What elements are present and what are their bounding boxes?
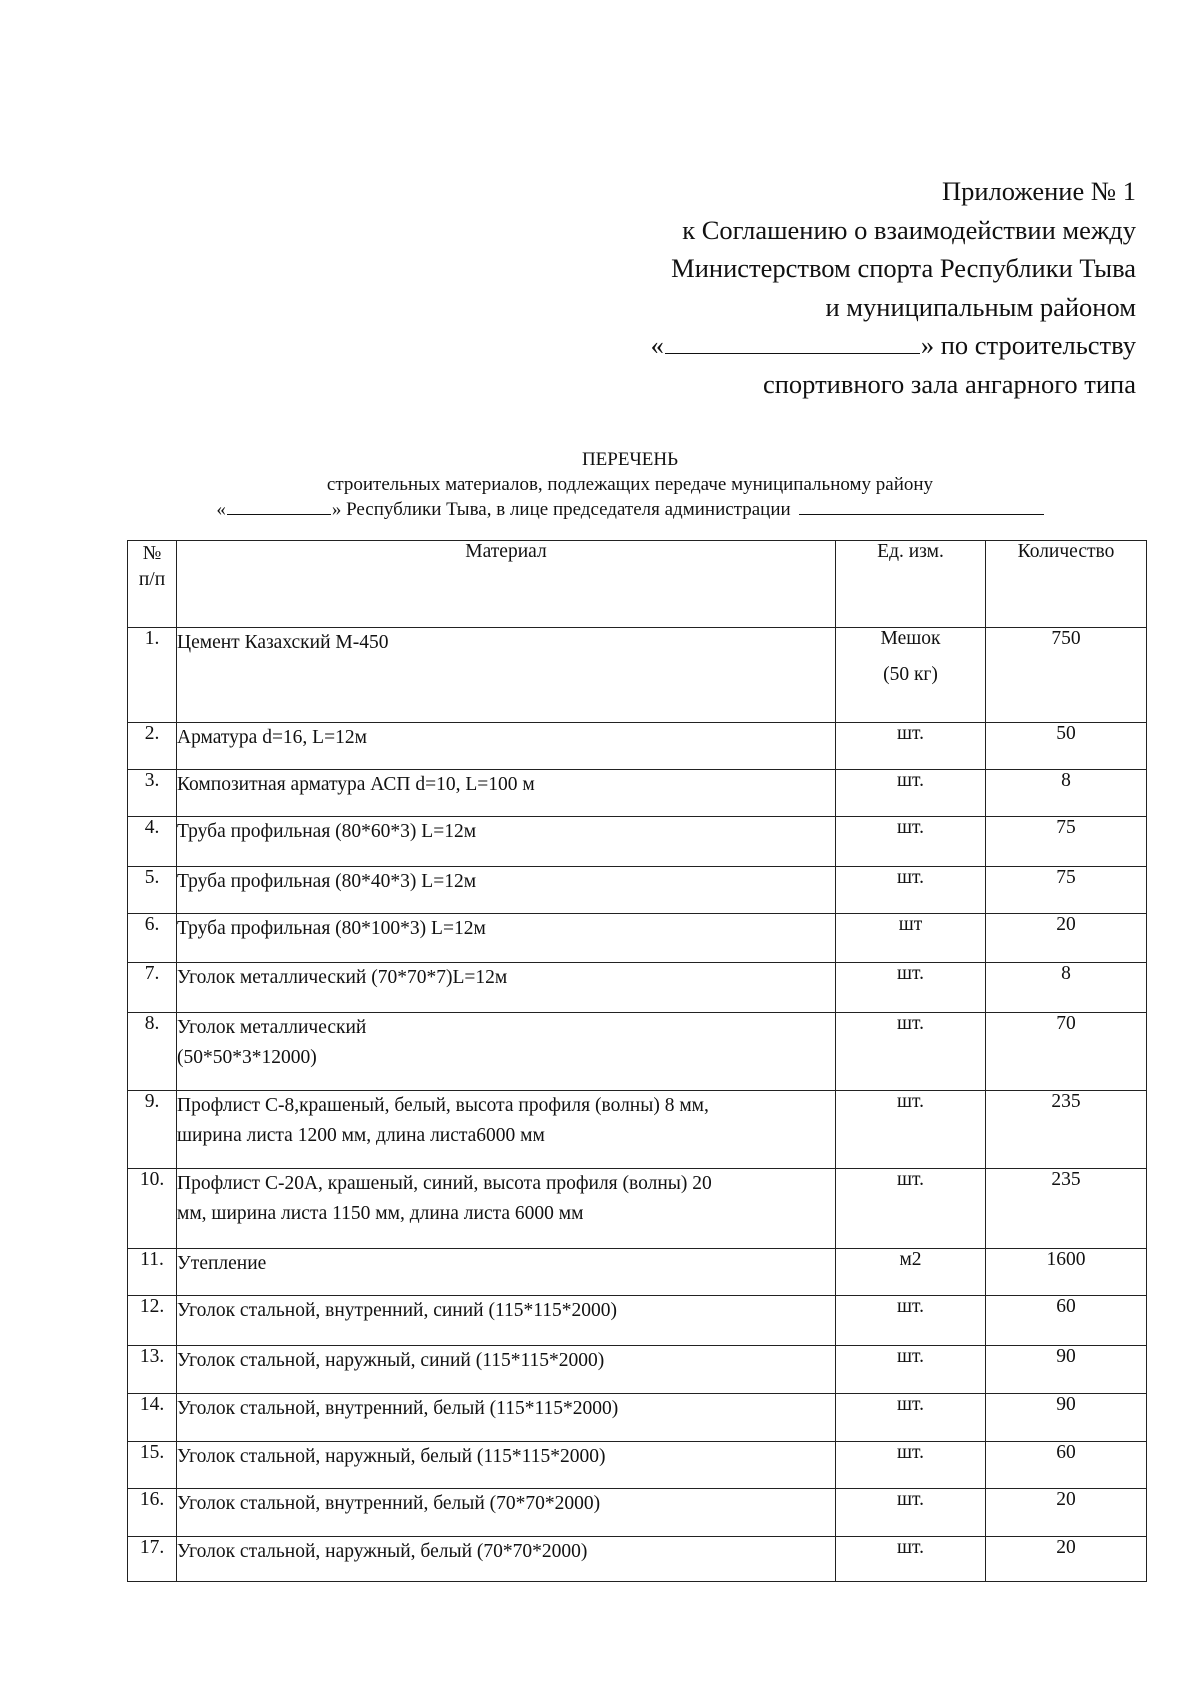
row-quantity: 235 [986,1169,1147,1249]
row-unit-line-2: (50 кг) [883,664,938,685]
row-number: 9. [128,1091,177,1169]
row-quantity: 1600 [986,1249,1147,1296]
header-line-3: Министерством спорта Республики Тыва [671,253,1136,283]
row-unit: шт. [836,867,986,914]
row-unit: шт. [836,1091,986,1169]
header-line-2: к Соглашению о взаимодействии между [682,214,1136,245]
header-line-4: и муниципальным районом [825,291,1136,322]
table-row [128,1013,1147,1091]
table-row [128,770,1147,817]
header-number-symbol: № [142,543,162,564]
district-blank-short [227,498,331,515]
row-material: Уголок стальной, наружный, белый (115*115*2000) [177,1442,836,1489]
list-heading: ПЕРЕЧЕНЬ [581,449,679,470]
header-line-5 [496,326,1136,365]
row-quantity: 90 [986,1346,1147,1394]
row-number: 8. [128,1013,177,1091]
header-quote-close: » по строительству [920,330,1136,360]
chairman-name-blank [799,498,1044,515]
table-row [128,963,1147,1013]
row-material-line-2: (50*50*3*12000) [177,1047,317,1068]
row-quantity: 20 [986,1489,1147,1537]
row-material: Труба профильная (80*60*3) L=12м [177,817,836,867]
row-unit: шт. [836,1489,986,1537]
row-quantity: 50 [986,723,1147,770]
table-row [128,817,1147,867]
row-material: Уголок стальной, наружный, белый (70*70*2000) [177,1537,836,1582]
header-line-1: Приложение № 1 [941,176,1136,206]
row-material: Труба профильная (80*40*3) L=12м [177,867,836,914]
row-unit: шт. [836,1442,986,1489]
row-material-line-2: мм, ширина листа 1150 мм, длина листа 6000 мм [177,1203,584,1224]
row-material-line-1: Уголок металлический [177,1017,367,1038]
row-number: 14. [128,1394,177,1442]
row-quantity: 70 [986,1013,1147,1091]
header-quantity: Количество [986,541,1147,628]
recipient-quote-open: « [216,499,226,520]
row-material-line-1: Профлист С-20А, крашеный, синий, высота профиля (волны) 20 [177,1173,712,1194]
table-row [128,1394,1147,1442]
list-subtitle: строительных материалов, подлежащих передаче муниципальному району [326,474,934,495]
row-material-line-1: Профлист С-8,крашеный, белый, высота профиля (волны) 8 мм, [177,1095,709,1116]
row-unit: шт [836,914,986,963]
row-quantity: 235 [986,1091,1147,1169]
row-unit [836,628,986,723]
table-row [128,914,1147,963]
row-number: 7. [128,963,177,1013]
row-material: Уголок стальной, внутренний, белый (70*70*2000) [177,1489,836,1537]
row-number: 13. [128,1346,177,1394]
row-number: 11. [128,1249,177,1296]
header-line-6: спортивного зала ангарного типа [762,368,1136,399]
table-row [128,1442,1147,1489]
row-number: 6. [128,914,177,963]
row-material: Арматура d=16, L=12м [177,723,836,770]
table-row [128,1296,1147,1346]
row-number: 4. [128,817,177,867]
appendix-header [496,172,1136,403]
row-material: Композитная арматура АСП d=10, L=100 м [177,770,836,817]
table-row [128,628,1147,723]
row-material: Уголок стальной, внутренний, белый (115*115*2000) [177,1394,836,1442]
row-quantity: 75 [986,867,1147,914]
table-row [128,723,1147,770]
row-quantity: 8 [986,963,1147,1013]
row-unit: шт. [836,1537,986,1582]
row-quantity: 750 [986,628,1147,723]
row-quantity: 75 [986,817,1147,867]
list-title [130,447,1130,522]
header-unit: Ед. изм. [836,541,986,628]
row-unit: шт. [836,1169,986,1249]
row-number: 2. [128,723,177,770]
row-material: Уголок стальной, наружный, синий (115*115*2000) [177,1346,836,1394]
row-unit: шт. [836,770,986,817]
row-material: Цемент Казахский М-450 [177,628,836,723]
table-row [128,1537,1147,1582]
row-quantity: 8 [986,770,1147,817]
row-unit: шт. [836,1296,986,1346]
header-number-label: п/п [138,569,166,590]
header-material: Материал [177,541,836,628]
row-material [177,1091,836,1169]
materials-table [127,540,1147,1582]
row-quantity: 90 [986,1394,1147,1442]
table-row [128,1489,1147,1537]
row-material [177,1013,836,1091]
row-quantity: 20 [986,1537,1147,1582]
recipient-text: » Республики Тыва, в лице председателя администрации [331,499,791,520]
row-number: 16. [128,1489,177,1537]
row-unit: шт. [836,1394,986,1442]
row-material [177,1169,836,1249]
table-row [128,1091,1147,1169]
row-material: Утепление [177,1249,836,1296]
row-number: 12. [128,1296,177,1346]
table-row [128,1249,1147,1296]
row-material-line-2: ширина листа 1200 мм, длина листа6000 мм [177,1125,545,1146]
row-unit: шт. [836,723,986,770]
row-quantity: 20 [986,914,1147,963]
row-number: 17. [128,1537,177,1582]
row-unit: шт. [836,1346,986,1394]
row-number: 1. [128,628,177,723]
row-number: 5. [128,867,177,914]
row-number: 10. [128,1169,177,1249]
row-number: 3. [128,770,177,817]
row-unit-line-1: Мешок [880,628,941,649]
table-header-row [128,541,1147,628]
row-material: Уголок металлический (70*70*7)L=12м [177,963,836,1013]
row-unit: шт. [836,1013,986,1091]
table-row [128,867,1147,914]
list-recipient-line [130,497,1130,522]
district-name-blank [665,331,920,354]
row-material: Труба профильная (80*100*3) L=12м [177,914,836,963]
header-number [128,541,177,628]
table-row [128,1346,1147,1394]
row-unit: м2 [836,1249,986,1296]
row-quantity: 60 [986,1442,1147,1489]
row-number: 15. [128,1442,177,1489]
row-unit: шт. [836,963,986,1013]
row-material: Уголок стальной, внутренний, синий (115*115*2000) [177,1296,836,1346]
row-unit: шт. [836,817,986,867]
row-quantity: 60 [986,1296,1147,1346]
table-row [128,1169,1147,1249]
header-quote-open: « [650,330,664,360]
